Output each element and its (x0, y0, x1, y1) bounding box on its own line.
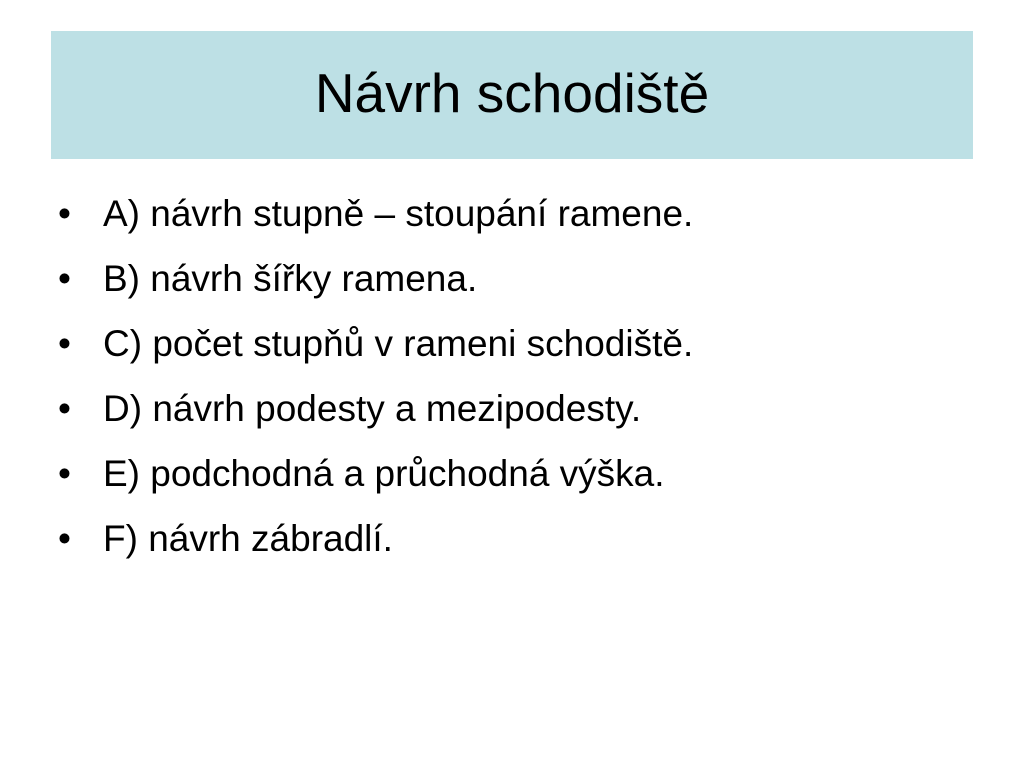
title-bar (51, 31, 973, 159)
bullet-icon: • (58, 453, 71, 494)
bullet-item-e (56, 446, 976, 511)
bullet-icon: • (58, 388, 71, 429)
bullet-text: E) podchodná a průchodná výška. (103, 453, 665, 494)
bullet-item-c (56, 316, 976, 381)
slide-title: Návrh schodiště (314, 61, 710, 124)
bullet-text: F) návrh zábradlí. (103, 518, 393, 559)
bullet-item-a (56, 186, 976, 251)
bullet-icon: • (58, 193, 71, 234)
bullet-list (56, 186, 976, 576)
bullet-icon: • (58, 518, 71, 559)
bullet-text: A) návrh stupně – stoupání ramene. (103, 193, 694, 234)
bullet-text: D) návrh podesty a mezipodesty. (103, 388, 642, 429)
bullet-text: B) návrh šířky ramena. (103, 258, 478, 299)
bullet-item-b (56, 251, 976, 316)
bullet-text: C) počet stupňů v rameni schodiště. (103, 323, 694, 364)
bullet-item-f (56, 511, 976, 576)
bullet-icon: • (58, 323, 71, 364)
bullet-icon: • (58, 258, 71, 299)
bullet-item-d (56, 381, 976, 446)
